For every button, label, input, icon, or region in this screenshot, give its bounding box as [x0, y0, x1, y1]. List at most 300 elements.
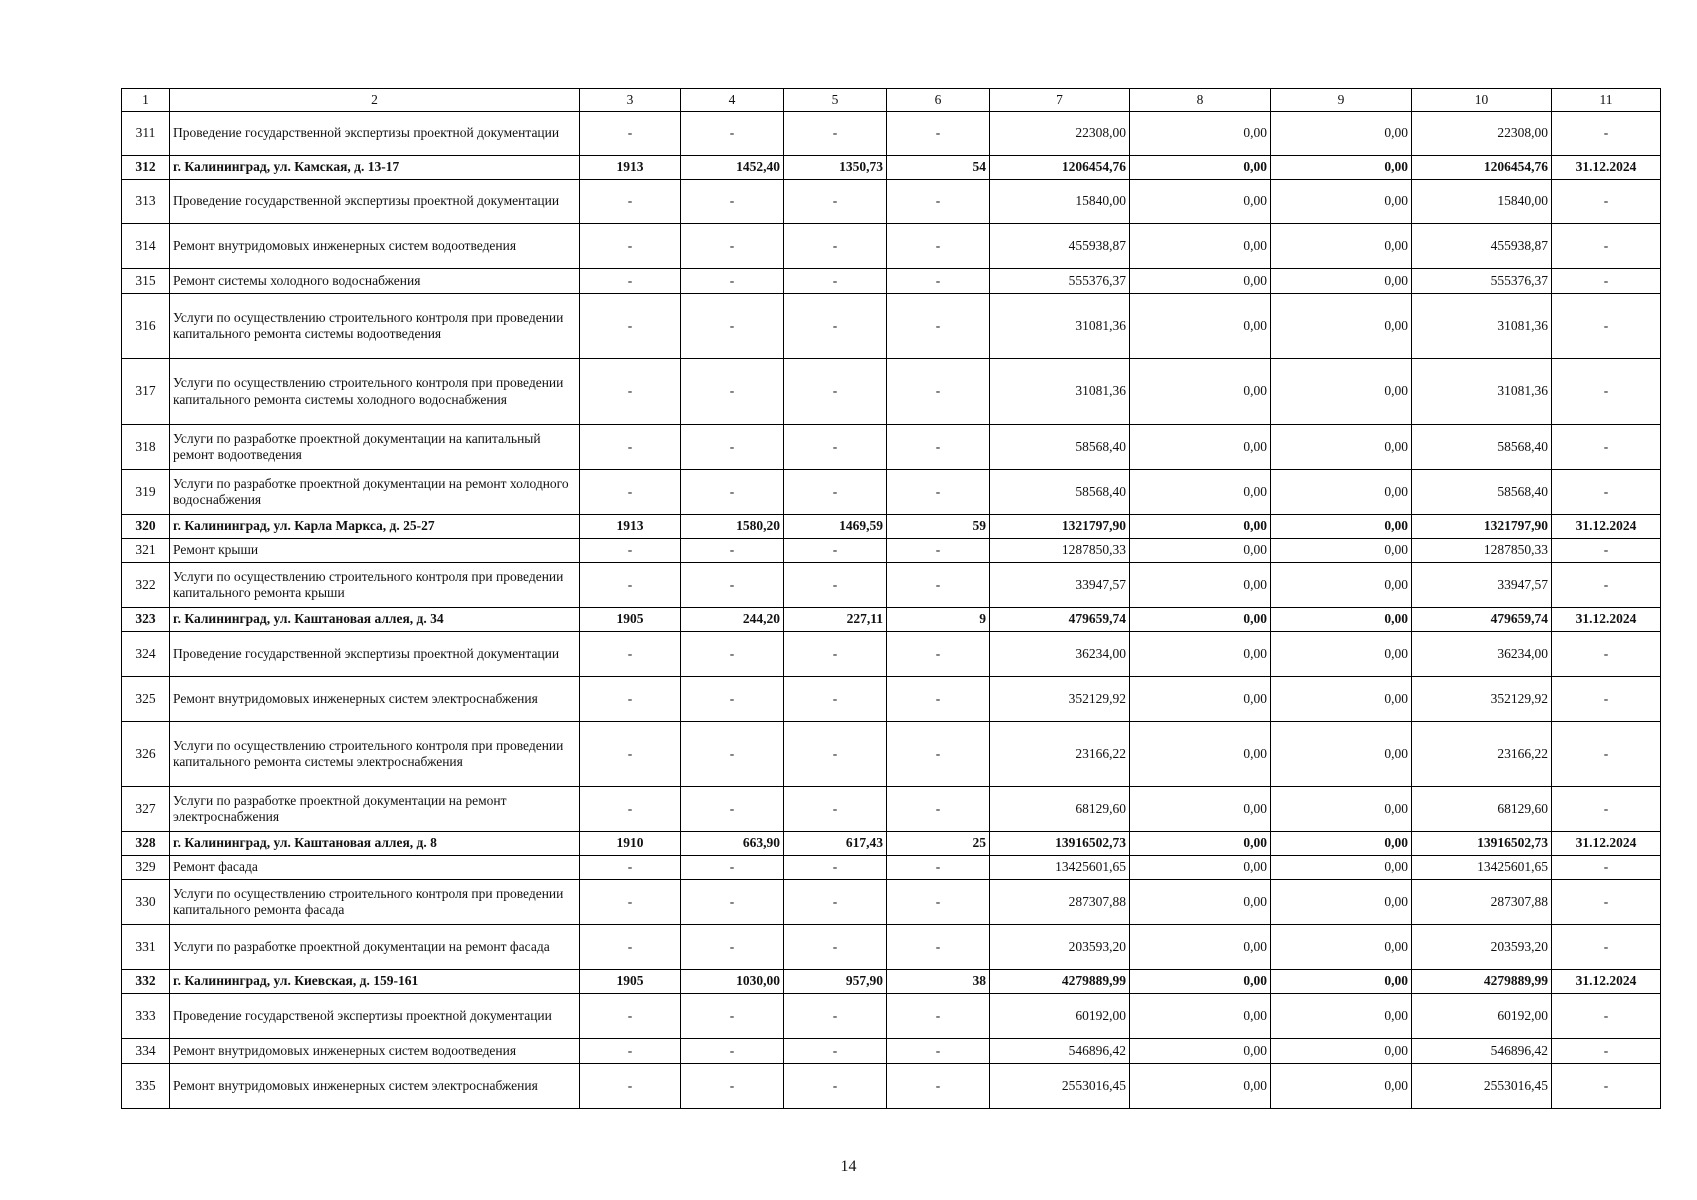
cell-work-description: Услуги по разработке проектной документации на капитальный ремонт водоотведения	[170, 425, 580, 470]
cell-residents: -	[887, 925, 990, 970]
table-row	[122, 1064, 1661, 1109]
address-row	[122, 156, 1661, 180]
cell-work-description: Услуги по осуществлению строительного контроля при проведении капитального ремонта фасада	[170, 880, 580, 925]
cell-cost-total: 36234,00	[990, 632, 1130, 677]
table-row	[122, 180, 1661, 224]
cell-fund-federal: 0,00	[1130, 970, 1271, 994]
cell-build-year: -	[580, 856, 681, 880]
cell-build-year: -	[580, 112, 681, 156]
cell-fund-regional: 0,00	[1271, 470, 1412, 515]
cell-work-description: Ремонт внутридомовых инженерных систем электроснабжения	[170, 677, 580, 722]
table-row	[122, 880, 1661, 925]
cell-deadline: -	[1552, 224, 1661, 269]
cell-fund-regional: 0,00	[1271, 787, 1412, 832]
cell-residents: 38	[887, 970, 990, 994]
cell-deadline: -	[1552, 632, 1661, 677]
cell-deadline: -	[1552, 787, 1661, 832]
cell-total-area: -	[681, 470, 784, 515]
cell-living-area: 1469,59	[784, 515, 887, 539]
cell-fund-regional: 0,00	[1271, 156, 1412, 180]
cell-living-area: 617,43	[784, 832, 887, 856]
cell-fund-federal: 0,00	[1130, 608, 1271, 632]
cell-build-year: -	[580, 425, 681, 470]
cell-living-area: 1350,73	[784, 156, 887, 180]
cell-fund-federal: 0,00	[1130, 787, 1271, 832]
cell-fund-owners: 13916502,73	[1412, 832, 1552, 856]
cell-total-area: -	[681, 112, 784, 156]
address-row	[122, 608, 1661, 632]
cell-fund-owners: 60192,00	[1412, 994, 1552, 1039]
cell-deadline: -	[1552, 880, 1661, 925]
cell-fund-regional: 0,00	[1271, 112, 1412, 156]
cell-deadline: -	[1552, 1039, 1661, 1064]
cell-residents: -	[887, 787, 990, 832]
cell-fund-federal: 0,00	[1130, 1064, 1271, 1109]
cell-row-number: 315	[122, 269, 170, 294]
cell-row-number: 334	[122, 1039, 170, 1064]
cell-total-area: -	[681, 563, 784, 608]
cell-residents: -	[887, 677, 990, 722]
cell-fund-regional: 0,00	[1271, 1039, 1412, 1064]
cell-fund-federal: 0,00	[1130, 1039, 1271, 1064]
cell-row-number: 335	[122, 1064, 170, 1109]
cell-residents: 59	[887, 515, 990, 539]
cell-work-description: Проведение государственной экспертизы проектной документации	[170, 112, 580, 156]
cell-fund-regional: 0,00	[1271, 880, 1412, 925]
cell-fund-owners: 58568,40	[1412, 470, 1552, 515]
cell-living-area: -	[784, 294, 887, 359]
table-row	[122, 539, 1661, 563]
cell-residents: -	[887, 180, 990, 224]
cell-total-area: 1580,20	[681, 515, 784, 539]
table-row	[122, 856, 1661, 880]
cell-build-year: -	[580, 359, 681, 425]
cell-total-area: -	[681, 269, 784, 294]
cell-total-area: -	[681, 632, 784, 677]
cell-cost-total: 555376,37	[990, 269, 1130, 294]
cell-work-description: Ремонт системы холодного водоснабжения	[170, 269, 580, 294]
cell-living-area: -	[784, 563, 887, 608]
cell-fund-owners: 555376,37	[1412, 269, 1552, 294]
cell-cost-total: 1206454,76	[990, 156, 1130, 180]
cell-row-number: 329	[122, 856, 170, 880]
cell-fund-regional: 0,00	[1271, 856, 1412, 880]
cell-row-number: 324	[122, 632, 170, 677]
cell-work-description: г. Калининград, ул. Каштановая аллея, д. 8	[170, 832, 580, 856]
cell-residents: -	[887, 994, 990, 1039]
cell-row-number: 314	[122, 224, 170, 269]
cell-fund-regional: 0,00	[1271, 925, 1412, 970]
cell-cost-total: 4279889,99	[990, 970, 1130, 994]
cell-total-area: -	[681, 677, 784, 722]
table-row	[122, 112, 1661, 156]
cell-fund-federal: 0,00	[1130, 112, 1271, 156]
table-row	[122, 677, 1661, 722]
cell-total-area: -	[681, 224, 784, 269]
cell-living-area: 957,90	[784, 970, 887, 994]
cell-deadline: -	[1552, 677, 1661, 722]
cell-residents: -	[887, 856, 990, 880]
cell-residents: -	[887, 294, 990, 359]
header-cell-build-year: 3	[580, 89, 681, 112]
cell-work-description: Услуги по разработке проектной документации на ремонт холодного водоснабжения	[170, 470, 580, 515]
cell-work-description: г. Калининград, ул. Каштановая аллея, д. 34	[170, 608, 580, 632]
cell-fund-owners: 13425601,65	[1412, 856, 1552, 880]
cell-living-area: -	[784, 994, 887, 1039]
cell-fund-regional: 0,00	[1271, 294, 1412, 359]
cell-build-year: -	[580, 539, 681, 563]
cell-deadline: 31.12.2024	[1552, 970, 1661, 994]
cell-total-area: 1030,00	[681, 970, 784, 994]
cell-work-description: Ремонт внутридомовых инженерных систем водоотведения	[170, 1039, 580, 1064]
cell-residents: -	[887, 880, 990, 925]
cell-row-number: 319	[122, 470, 170, 515]
cell-work-description: Услуги по разработке проектной документации на ремонт электроснабжения	[170, 787, 580, 832]
cell-living-area: -	[784, 539, 887, 563]
cell-fund-owners: 287307,88	[1412, 880, 1552, 925]
header-cell-living-area: 5	[784, 89, 887, 112]
cell-fund-regional: 0,00	[1271, 515, 1412, 539]
cell-build-year: -	[580, 994, 681, 1039]
cell-build-year: 1913	[580, 515, 681, 539]
cell-work-description: Ремонт фасада	[170, 856, 580, 880]
cell-fund-owners: 58568,40	[1412, 425, 1552, 470]
cell-deadline: -	[1552, 563, 1661, 608]
cell-build-year: 1905	[580, 970, 681, 994]
cell-fund-federal: 0,00	[1130, 515, 1271, 539]
cell-residents: 25	[887, 832, 990, 856]
cell-fund-federal: 0,00	[1130, 832, 1271, 856]
cell-fund-regional: 0,00	[1271, 359, 1412, 425]
cell-work-description: Услуги по осуществлению строительного контроля при проведении капитального ремонта крыши	[170, 563, 580, 608]
cell-work-description: Услуги по разработке проектной документации на ремонт фасада	[170, 925, 580, 970]
cell-fund-regional: 0,00	[1271, 994, 1412, 1039]
cell-build-year: -	[580, 677, 681, 722]
cell-fund-owners: 31081,36	[1412, 359, 1552, 425]
cell-row-number: 322	[122, 563, 170, 608]
cell-work-description: Проведение государственой экспертизы проектной документации	[170, 994, 580, 1039]
cell-build-year: 1910	[580, 832, 681, 856]
cell-work-description: Проведение государственной экспертизы проектной документации	[170, 632, 580, 677]
header-cell-row-number: 1	[122, 89, 170, 112]
cell-build-year: -	[580, 880, 681, 925]
table-row	[122, 722, 1661, 787]
cell-row-number: 311	[122, 112, 170, 156]
cell-fund-regional: 0,00	[1271, 677, 1412, 722]
cell-fund-owners: 455938,87	[1412, 224, 1552, 269]
cell-cost-total: 23166,22	[990, 722, 1130, 787]
cell-fund-federal: 0,00	[1130, 563, 1271, 608]
cell-fund-regional: 0,00	[1271, 269, 1412, 294]
cell-residents: -	[887, 632, 990, 677]
cell-work-description: Ремонт внутридомовых инженерных систем электроснабжения	[170, 1064, 580, 1109]
header-cell-deadline: 11	[1552, 89, 1661, 112]
cell-deadline: -	[1552, 112, 1661, 156]
cell-fund-owners: 352129,92	[1412, 677, 1552, 722]
cell-deadline: 31.12.2024	[1552, 156, 1661, 180]
cell-row-number: 332	[122, 970, 170, 994]
cell-cost-total: 31081,36	[990, 294, 1130, 359]
cell-fund-regional: 0,00	[1271, 180, 1412, 224]
cell-fund-federal: 0,00	[1130, 539, 1271, 563]
cell-living-area: -	[784, 880, 887, 925]
cell-cost-total: 352129,92	[990, 677, 1130, 722]
cell-deadline: 31.12.2024	[1552, 515, 1661, 539]
cell-deadline: 31.12.2024	[1552, 608, 1661, 632]
page-number: 14	[840, 1158, 857, 1175]
cell-living-area: -	[784, 722, 887, 787]
cell-total-area: 1452,40	[681, 156, 784, 180]
cell-living-area: -	[784, 1064, 887, 1109]
cell-total-area: -	[681, 1064, 784, 1109]
cell-residents: -	[887, 470, 990, 515]
cell-build-year: -	[580, 470, 681, 515]
cell-build-year: 1905	[580, 608, 681, 632]
cell-living-area: -	[784, 112, 887, 156]
cell-work-description: Ремонт внутридомовых инженерных систем водоотведения	[170, 224, 580, 269]
header-cell-total-area: 4	[681, 89, 784, 112]
cell-fund-regional: 0,00	[1271, 832, 1412, 856]
cell-fund-regional: 0,00	[1271, 722, 1412, 787]
cell-residents: 9	[887, 608, 990, 632]
cell-build-year: -	[580, 563, 681, 608]
cell-fund-regional: 0,00	[1271, 1064, 1412, 1109]
header-cell-fund-regional: 9	[1271, 89, 1412, 112]
cell-deadline: -	[1552, 470, 1661, 515]
cell-living-area: -	[784, 425, 887, 470]
cell-total-area: -	[681, 294, 784, 359]
cell-total-area: -	[681, 787, 784, 832]
cell-deadline: -	[1552, 925, 1661, 970]
cell-cost-total: 13425601,65	[990, 856, 1130, 880]
cell-living-area: -	[784, 1039, 887, 1064]
cell-cost-total: 68129,60	[990, 787, 1130, 832]
cell-fund-owners: 546896,42	[1412, 1039, 1552, 1064]
table-row	[122, 224, 1661, 269]
cell-build-year: -	[580, 632, 681, 677]
cell-fund-owners: 1321797,90	[1412, 515, 1552, 539]
cell-row-number: 313	[122, 180, 170, 224]
cell-living-area: -	[784, 677, 887, 722]
cell-fund-federal: 0,00	[1130, 856, 1271, 880]
cell-total-area: -	[681, 722, 784, 787]
cell-row-number: 316	[122, 294, 170, 359]
cell-fund-owners: 31081,36	[1412, 294, 1552, 359]
cell-row-number: 323	[122, 608, 170, 632]
cell-fund-owners: 2553016,45	[1412, 1064, 1552, 1109]
cell-living-area: -	[784, 856, 887, 880]
cell-cost-total: 203593,20	[990, 925, 1130, 970]
cell-deadline: -	[1552, 425, 1661, 470]
cell-fund-federal: 0,00	[1130, 359, 1271, 425]
cell-living-area: 227,11	[784, 608, 887, 632]
cell-build-year: 1913	[580, 156, 681, 180]
cell-cost-total: 1321797,90	[990, 515, 1130, 539]
cell-deadline: -	[1552, 856, 1661, 880]
cell-living-area: -	[784, 269, 887, 294]
cell-work-description: Услуги по осуществлению строительного контроля при проведении капитального ремонта системы водоотведения	[170, 294, 580, 359]
header-cell-cost-total: 7	[990, 89, 1130, 112]
cell-row-number: 333	[122, 994, 170, 1039]
cell-cost-total: 1287850,33	[990, 539, 1130, 563]
cell-deadline: -	[1552, 539, 1661, 563]
cell-row-number: 318	[122, 425, 170, 470]
cell-cost-total: 60192,00	[990, 994, 1130, 1039]
cell-total-area: -	[681, 359, 784, 425]
cell-build-year: -	[580, 269, 681, 294]
cell-fund-regional: 0,00	[1271, 224, 1412, 269]
cell-fund-federal: 0,00	[1130, 677, 1271, 722]
header-cell-fund-owners: 10	[1412, 89, 1552, 112]
cell-cost-total: 287307,88	[990, 880, 1130, 925]
cell-row-number: 327	[122, 787, 170, 832]
cell-row-number: 320	[122, 515, 170, 539]
cell-living-area: -	[784, 224, 887, 269]
cell-fund-federal: 0,00	[1130, 994, 1271, 1039]
table-row	[122, 925, 1661, 970]
cell-row-number: 312	[122, 156, 170, 180]
table-row	[122, 470, 1661, 515]
cell-residents: -	[887, 722, 990, 787]
cell-cost-total: 455938,87	[990, 224, 1130, 269]
cell-deadline: 31.12.2024	[1552, 832, 1661, 856]
cell-cost-total: 58568,40	[990, 470, 1130, 515]
cell-fund-regional: 0,00	[1271, 632, 1412, 677]
cell-total-area: -	[681, 1039, 784, 1064]
header-cell-work-description: 2	[170, 89, 580, 112]
address-row	[122, 515, 1661, 539]
cell-total-area: -	[681, 180, 784, 224]
cell-total-area: 244,20	[681, 608, 784, 632]
cell-living-area: -	[784, 470, 887, 515]
cell-build-year: -	[580, 787, 681, 832]
cell-living-area: -	[784, 787, 887, 832]
cell-fund-regional: 0,00	[1271, 425, 1412, 470]
cell-deadline: -	[1552, 294, 1661, 359]
table-row	[122, 359, 1661, 425]
cell-cost-total: 31081,36	[990, 359, 1130, 425]
cell-fund-federal: 0,00	[1130, 722, 1271, 787]
cell-build-year: -	[580, 180, 681, 224]
table-row	[122, 787, 1661, 832]
cell-fund-federal: 0,00	[1130, 294, 1271, 359]
cell-build-year: -	[580, 1064, 681, 1109]
cell-residents: -	[887, 1039, 990, 1064]
cell-row-number: 330	[122, 880, 170, 925]
cell-residents: -	[887, 1064, 990, 1109]
cell-residents: -	[887, 425, 990, 470]
cell-fund-regional: 0,00	[1271, 970, 1412, 994]
table-row	[122, 994, 1661, 1039]
cell-fund-federal: 0,00	[1130, 880, 1271, 925]
cell-build-year: -	[580, 722, 681, 787]
cell-fund-owners: 23166,22	[1412, 722, 1552, 787]
cell-living-area: -	[784, 359, 887, 425]
cell-build-year: -	[580, 925, 681, 970]
cell-cost-total: 479659,74	[990, 608, 1130, 632]
cell-row-number: 331	[122, 925, 170, 970]
cell-work-description: Услуги по осуществлению строительного контроля при проведении капитального ремонта системы холодного водоснабжения	[170, 359, 580, 425]
cell-cost-total: 15840,00	[990, 180, 1130, 224]
cell-residents: 54	[887, 156, 990, 180]
cell-total-area: -	[681, 856, 784, 880]
cell-living-area: -	[784, 632, 887, 677]
cell-living-area: -	[784, 180, 887, 224]
cell-residents: -	[887, 224, 990, 269]
cell-fund-federal: 0,00	[1130, 925, 1271, 970]
table-row	[122, 632, 1661, 677]
cell-fund-federal: 0,00	[1130, 180, 1271, 224]
address-row	[122, 970, 1661, 994]
cell-fund-federal: 0,00	[1130, 470, 1271, 515]
cell-work-description: Проведение государственной экспертизы проектной документации	[170, 180, 580, 224]
cell-fund-owners: 203593,20	[1412, 925, 1552, 970]
cell-deadline: -	[1552, 180, 1661, 224]
cell-fund-owners: 68129,60	[1412, 787, 1552, 832]
cell-build-year: -	[580, 294, 681, 359]
header-cell-residents: 6	[887, 89, 990, 112]
cell-row-number: 321	[122, 539, 170, 563]
table-row	[122, 425, 1661, 470]
cell-cost-total: 22308,00	[990, 112, 1130, 156]
cell-fund-owners: 1206454,76	[1412, 156, 1552, 180]
cell-fund-federal: 0,00	[1130, 425, 1271, 470]
cell-work-description: г. Калининград, ул. Карла Маркса, д. 25-27	[170, 515, 580, 539]
cell-fund-owners: 1287850,33	[1412, 539, 1552, 563]
cell-deadline: -	[1552, 359, 1661, 425]
cell-row-number: 317	[122, 359, 170, 425]
cell-deadline: -	[1552, 994, 1661, 1039]
cell-row-number: 325	[122, 677, 170, 722]
cell-work-description: г. Калининград, ул. Киевская, д. 159-161	[170, 970, 580, 994]
cell-fund-federal: 0,00	[1130, 632, 1271, 677]
cell-fund-regional: 0,00	[1271, 539, 1412, 563]
table-row	[122, 294, 1661, 359]
cell-total-area: -	[681, 425, 784, 470]
table-row	[122, 563, 1661, 608]
header-cell-fund-federal: 8	[1130, 89, 1271, 112]
cell-residents: -	[887, 112, 990, 156]
cell-row-number: 326	[122, 722, 170, 787]
cell-total-area: -	[681, 539, 784, 563]
cell-fund-federal: 0,00	[1130, 224, 1271, 269]
table-row	[122, 269, 1661, 294]
cell-work-description: г. Калининград, ул. Камская, д. 13-17	[170, 156, 580, 180]
capital-repair-table	[121, 88, 1661, 1109]
column-number-header	[122, 89, 1661, 112]
cell-fund-regional: 0,00	[1271, 608, 1412, 632]
cell-deadline: -	[1552, 1064, 1661, 1109]
cell-cost-total: 2553016,45	[990, 1064, 1130, 1109]
cell-fund-owners: 479659,74	[1412, 608, 1552, 632]
cell-residents: -	[887, 269, 990, 294]
cell-residents: -	[887, 359, 990, 425]
cell-row-number: 328	[122, 832, 170, 856]
cell-build-year: -	[580, 224, 681, 269]
address-row	[122, 832, 1661, 856]
cell-total-area: -	[681, 880, 784, 925]
cell-living-area: -	[784, 925, 887, 970]
cell-deadline: -	[1552, 722, 1661, 787]
cell-residents: -	[887, 563, 990, 608]
cell-fund-owners: 22308,00	[1412, 112, 1552, 156]
cell-cost-total: 546896,42	[990, 1039, 1130, 1064]
cell-total-area: -	[681, 925, 784, 970]
cell-deadline: -	[1552, 269, 1661, 294]
cell-build-year: -	[580, 1039, 681, 1064]
cell-residents: -	[887, 539, 990, 563]
cell-total-area: 663,90	[681, 832, 784, 856]
